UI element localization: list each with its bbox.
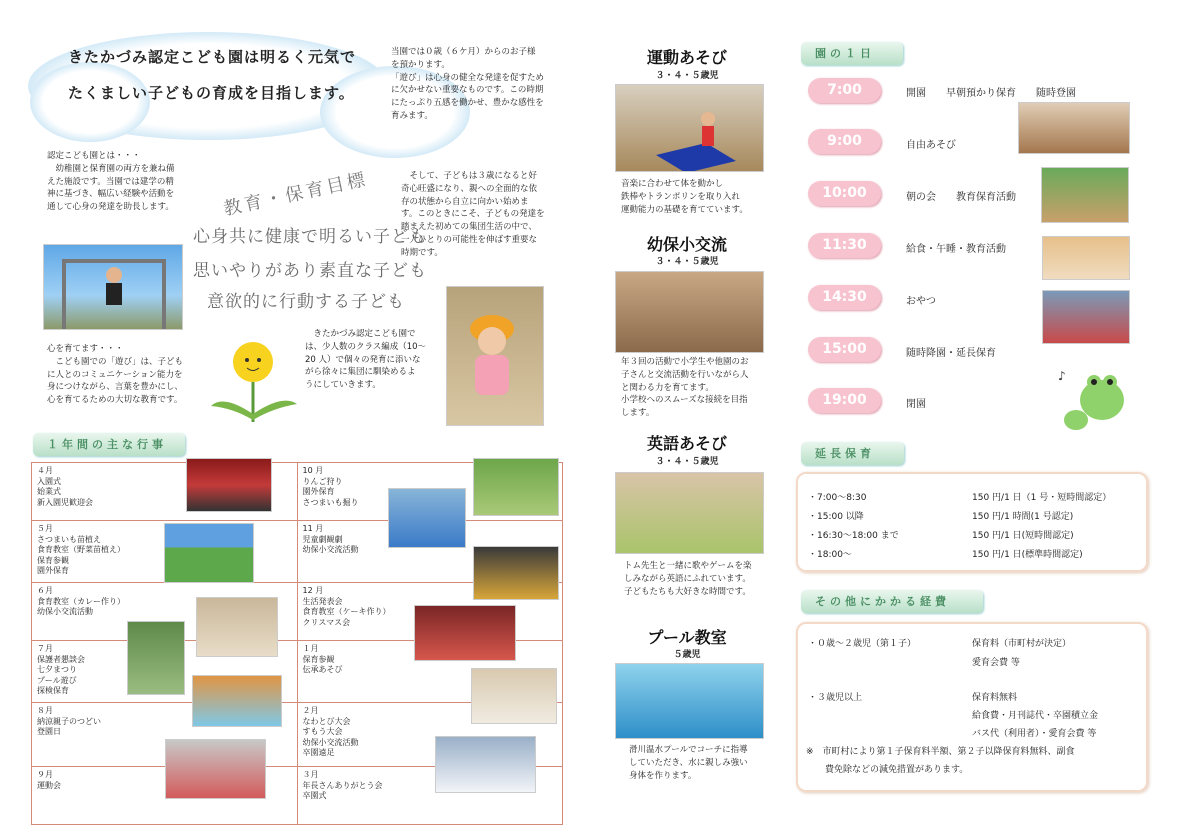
goals-title: 教育・保育目標	[221, 168, 370, 221]
activity-title: 英語あそび	[646, 434, 727, 453]
photo-trampoline	[615, 84, 764, 172]
photo-slide	[388, 488, 466, 548]
schedule-label: 給食・午睡・教育活動	[906, 244, 1006, 255]
event-text: ３月 年長さんありがとう会 卒園式	[302, 770, 383, 800]
photo-christmas	[414, 605, 516, 661]
cost-note: ※ 市町村により第１子保育料半額、第２子以降保育料無料、副食	[806, 747, 1075, 757]
headline-line-2: たくましい子どもの育成を目指します。	[68, 84, 355, 102]
time-badge: 15:00	[808, 337, 881, 362]
extended-time: ・16:30～18:00 まで	[808, 531, 899, 541]
activity-age: ３・４・５歳児	[655, 257, 719, 267]
photo-sumo	[471, 668, 557, 724]
activity-age: ５歳児	[673, 650, 701, 660]
event-text: １月 保育参観 伝承あそび	[302, 644, 343, 674]
event-text: ６月 食育教室（カレー作り） 幼保小交流活動	[37, 586, 125, 616]
schedule-label: 閉園	[906, 399, 926, 410]
cost-note: 費免除などの減免措置があります。	[825, 765, 969, 775]
activity-age: ３・４・５歳児	[655, 71, 719, 81]
photo-jungle-gym	[43, 244, 183, 330]
other-costs-header: その他にかかる経費	[801, 590, 983, 613]
extended-fee: 150 円/1 日（1 号・短時間認定）	[972, 493, 1112, 503]
event-text: ２月 なわとび大会 すもう大会 幼保小交流活動 卒園遠足	[302, 706, 359, 757]
event-text: 12 月 生活発表会 食育教室（ケーキ作り） クリスマス会	[302, 586, 391, 627]
activity-title: 運動あそび	[646, 48, 727, 67]
time-badge: 10:00	[808, 181, 881, 206]
event-text: 11 月 児童劇観劇 幼保小交流活動	[302, 524, 359, 554]
activity-age: ３・４・５歳児	[655, 457, 719, 467]
time-badge: 7:00	[808, 78, 881, 103]
cost-fee: バス代（利用者）・愛育会費 等	[972, 729, 1097, 739]
photo-snow	[435, 736, 536, 793]
time-badge: 11:30	[808, 233, 881, 258]
photo-sports-field	[164, 523, 254, 583]
daily-schedule-header: 園の１日	[801, 42, 903, 65]
events-header: １年間の主な行事	[33, 433, 185, 456]
photo-lunch	[1042, 236, 1130, 280]
cost-fee: 愛育会費 等	[972, 658, 1020, 668]
extended-fee: 150 円/1 時間(1 号認定)	[972, 512, 1074, 522]
intro-text-three-year: そして、子どもは３歳になると好 奇心旺盛になり、親への全面的な依 存の状態から自立に向かい始めま す。このときにこそ、子どもの発達を 踏まえた初めての集団生活の中で、 一人ひとりの可能性を伸ばす重要な 時期です。	[401, 171, 545, 258]
schedule-label: 随時降園・延長保育	[906, 348, 996, 359]
intro-text-class: きたかづみ認定こども園で は、少人数のクラス編成（10～ 20 人）で個々の発育に添いな がら徐々に集団に馴染めるよ うにしていきます。	[305, 329, 427, 391]
photo-tanabata	[127, 621, 185, 695]
extended-fee: 150 円/1 日(短時間認定)	[972, 531, 1074, 541]
cost-fee: 給食費・月刊誌代・卒園積立金	[972, 711, 1099, 721]
photo-morning-meeting	[1041, 167, 1129, 223]
frog-illustration	[1056, 364, 1134, 436]
activity-desc: 滑川温水プールでコーチに指導 していただき、水に親しみ強い 身体を作ります。	[629, 745, 748, 781]
photo-girl-sandbox	[446, 286, 544, 426]
schedule-label: おやつ	[906, 296, 936, 307]
activity-title: プール教室	[647, 628, 727, 647]
time-badge: 14:30	[808, 285, 881, 310]
activity-desc: トム先生と一緒に歌やゲームを楽 しみながら英語にふれています。 子どもたちも大好きな時間です。	[624, 561, 752, 597]
time-badge: 9:00	[808, 129, 881, 154]
event-text: 10 月 りんご狩り 園外保育 さつまいも掘り	[302, 466, 359, 507]
photo-entrance-ceremony	[186, 458, 272, 512]
extended-care-header: 延長保育	[801, 442, 904, 465]
time-badge: 19:00	[808, 388, 881, 413]
svg-text:♪: ♪	[1058, 369, 1066, 383]
event-text: ４月 入園式 始業式 新入園児歓迎会	[37, 466, 93, 507]
extended-time: ・18:00～	[808, 550, 852, 560]
intro-text-infant: 当園では０歳（６ケ月）からのお子様 を預かります。 「遊び」は心身の健全な発達を促すため に欠かせない重要なものです。この時期 にたっぷり五感を働かせ、豊かな感性を 育みます。	[391, 47, 545, 121]
extended-fee: 150 円/1 日(標準時間認定)	[972, 550, 1083, 560]
photo-free-play	[1018, 102, 1130, 154]
photo-sports-day	[165, 739, 266, 799]
activity-desc: 年３回の活動で小学生や他園のお 子さんと交流活動を行いながら人 と関わる力を育てます。 小学校へのスムーズな接続を目指 します。	[621, 357, 749, 419]
activity-title: 幼保小交流	[646, 235, 727, 254]
photo-english-play	[615, 472, 764, 554]
event-text: ９月 運動会	[37, 770, 61, 790]
extended-time: ・7:00～8:30	[808, 493, 867, 503]
photo-school-exchange	[615, 271, 764, 353]
goal-line-1: 心身共に健康で明るい子ども	[193, 227, 427, 247]
activity-desc: 音楽に合わせて体を動かし 鉄棒やトランポリンを取り入れ 運動能力の基礎を育てています。	[621, 179, 748, 215]
photo-curry-cooking	[196, 597, 278, 657]
intro-text-definition: 認定こども園とは・・・ 幼稚園と保育園の両方を兼ね備 えた施設です。当園では建学の精 神に基づき、幅広い経験や活動を 通して心身の発達を助長します。	[47, 151, 175, 213]
schedule-label: 開園 早朝預かり保育 随時登園	[906, 88, 1076, 99]
extended-time: ・15:00 以降	[808, 512, 864, 522]
event-text: ８月 納涼親子のつどい 登園日	[37, 706, 101, 736]
photo-pool-play	[192, 675, 282, 727]
headline-line-1: きたかづみ認定こども園は明るく元気で	[68, 48, 357, 66]
cost-label: ・３歳児以上	[808, 693, 863, 703]
cost-label: ・０歳～２歳児（第１子）	[808, 639, 917, 649]
goal-line-3: 意欲的に行動する子ども	[207, 292, 405, 312]
event-text: ５月 さつまいも苗植え 食育教室（野菜苗植え） 保育参観 園外保育	[37, 524, 125, 575]
cost-fee: 保育料（市町村が決定）	[972, 639, 1072, 649]
schedule-label: 自由あそび	[906, 140, 956, 151]
goal-line-2: 思いやりがあり素直な子ども	[193, 261, 427, 281]
photo-snack	[1042, 290, 1130, 344]
cost-fee: 保育料無料	[972, 693, 1018, 703]
photo-apple-picking	[473, 458, 559, 516]
dandelion-illustration	[203, 334, 303, 424]
intro-text-heart: 心を育てます・・・ こども園での「遊び」は、子ども に人とのコミュニケーション能力を 身につけながら、言葉を豊かにし、 心を育てるための大切な教育です。	[47, 344, 184, 406]
photo-pool-class	[615, 663, 764, 739]
photo-stage-play	[473, 546, 559, 600]
event-text: ７月 保護者懇談会 七夕まつり プール遊び 探検保育	[37, 644, 85, 695]
schedule-label: 朝の会 教育保育活動	[906, 192, 1016, 203]
